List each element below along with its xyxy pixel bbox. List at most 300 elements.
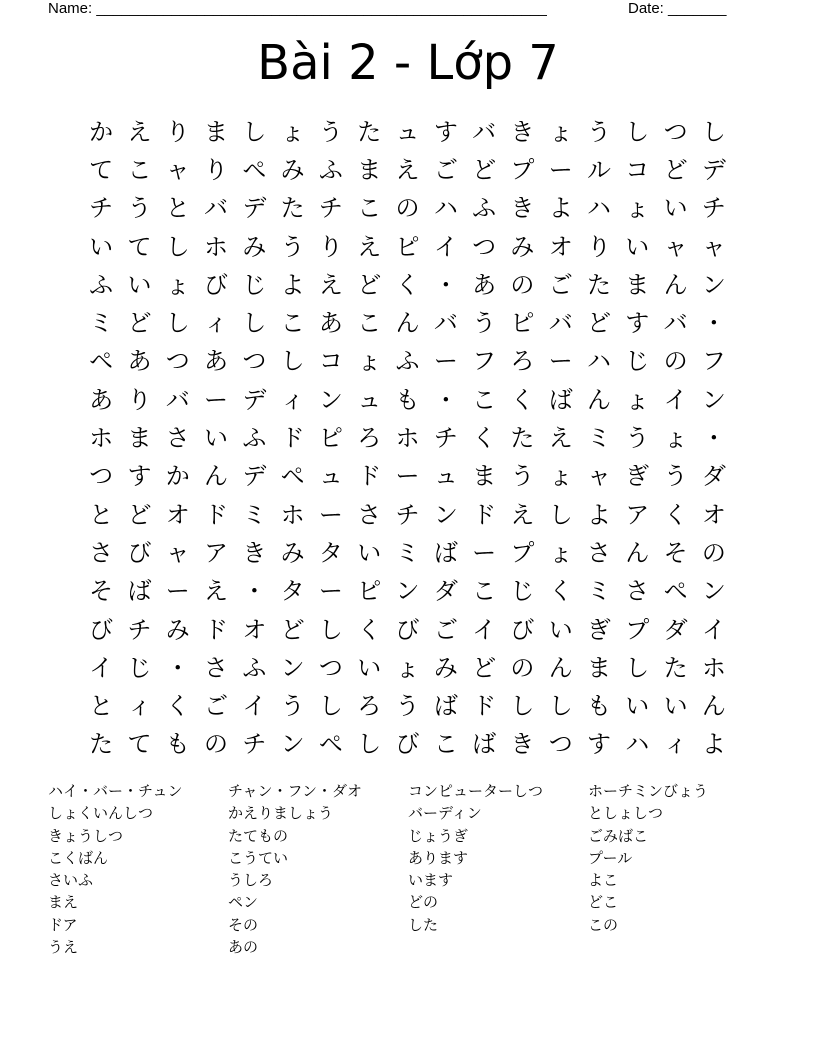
- grid-cell[interactable]: つ: [548, 730, 573, 759]
- grid-cell[interactable]: す: [433, 117, 458, 146]
- grid-cell[interactable]: ょ: [625, 385, 650, 414]
- grid-cell[interactable]: ふ: [89, 270, 114, 299]
- grid-cell[interactable]: う: [625, 424, 650, 453]
- grid-cell[interactable]: ダ: [433, 577, 458, 606]
- grid-cell[interactable]: く: [663, 500, 688, 529]
- grid-cell[interactable]: チ: [701, 194, 726, 223]
- grid-cell[interactable]: く: [395, 270, 420, 299]
- header-row: [48, 0, 748, 20]
- grid-cell[interactable]: さ: [165, 424, 190, 453]
- grid-cell[interactable]: ば: [433, 538, 458, 567]
- grid-cell[interactable]: ょ: [395, 653, 420, 682]
- grid-cell[interactable]: こ: [127, 155, 152, 184]
- grid-cell[interactable]: ど: [127, 500, 152, 529]
- grid-cell[interactable]: ご: [433, 155, 458, 184]
- grid-cell[interactable]: い: [625, 692, 650, 721]
- grid-cell[interactable]: く: [357, 615, 382, 644]
- grid-cell[interactable]: う: [280, 232, 305, 261]
- grid-cell[interactable]: う: [587, 117, 611, 146]
- grid-cell[interactable]: み: [165, 615, 190, 644]
- grid-cell[interactable]: ミ: [587, 424, 611, 453]
- grid-cell[interactable]: じ: [127, 653, 152, 682]
- grid-cell[interactable]: ょ: [280, 117, 305, 146]
- grid-cell[interactable]: イ: [701, 615, 726, 644]
- grid-cell[interactable]: ー: [318, 577, 343, 606]
- grid-cell[interactable]: ホ: [280, 500, 305, 529]
- grid-cell[interactable]: う: [472, 309, 497, 338]
- grid-cell[interactable]: ア: [625, 500, 650, 529]
- grid-cell[interactable]: ぎ: [587, 615, 611, 644]
- grid-cell[interactable]: あ: [472, 270, 497, 299]
- grid-cell[interactable]: た: [89, 730, 114, 759]
- grid-cell[interactable]: ー: [548, 347, 573, 376]
- grid-cell[interactable]: ン: [701, 577, 726, 606]
- grid-cell[interactable]: い: [89, 232, 114, 261]
- grid-cell[interactable]: ミ: [395, 538, 420, 567]
- grid-cell[interactable]: し: [510, 692, 535, 721]
- grid-cell[interactable]: ー: [318, 500, 343, 529]
- grid-cell[interactable]: ン: [433, 500, 458, 529]
- grid-cell[interactable]: う: [318, 117, 343, 146]
- grid-cell[interactable]: の: [510, 653, 535, 682]
- word-list-item: としょしつ: [588, 804, 664, 823]
- grid-cell[interactable]: し: [548, 500, 573, 529]
- grid-cell[interactable]: び: [510, 615, 535, 644]
- grid-cell[interactable]: ホ: [395, 424, 420, 453]
- grid-cell[interactable]: い: [548, 615, 573, 644]
- grid-cell[interactable]: つ: [165, 347, 190, 376]
- word-list-item: あの: [228, 938, 259, 957]
- grid-cell[interactable]: コ: [625, 155, 650, 184]
- grid-cell[interactable]: ピ: [357, 577, 382, 606]
- grid-cell[interactable]: ば: [472, 730, 497, 759]
- grid-cell[interactable]: す: [127, 462, 152, 491]
- grid-cell[interactable]: び: [89, 615, 114, 644]
- grid-cell[interactable]: あ: [204, 347, 229, 376]
- grid-cell[interactable]: ば: [127, 577, 152, 606]
- grid-cell[interactable]: チ: [89, 194, 114, 223]
- grid-cell[interactable]: え: [357, 232, 382, 261]
- grid-cell[interactable]: え: [127, 117, 152, 146]
- grid-cell[interactable]: つ: [89, 462, 114, 491]
- grid-cell[interactable]: ょ: [357, 347, 382, 376]
- grid-cell[interactable]: う: [510, 462, 535, 491]
- grid-cell[interactable]: ド: [204, 500, 229, 529]
- grid-cell[interactable]: ハ: [625, 730, 650, 759]
- grid-cell[interactable]: ン: [280, 653, 305, 682]
- grid-cell[interactable]: ろ: [510, 347, 535, 376]
- grid-cell[interactable]: り: [318, 232, 343, 261]
- grid-cell[interactable]: ン: [395, 577, 420, 606]
- grid-cell[interactable]: く: [165, 692, 190, 721]
- grid-cell[interactable]: ど: [472, 653, 497, 682]
- grid-cell[interactable]: き: [510, 117, 535, 146]
- grid-cell[interactable]: ャ: [165, 538, 190, 567]
- grid-cell[interactable]: し: [548, 692, 573, 721]
- grid-cell[interactable]: ド: [357, 462, 382, 491]
- grid-cell[interactable]: ュ: [433, 462, 458, 491]
- grid-cell[interactable]: タ: [318, 538, 343, 567]
- grid-cell[interactable]: り: [127, 385, 152, 414]
- grid-cell[interactable]: す: [587, 730, 611, 759]
- grid-cell[interactable]: こ: [280, 309, 305, 338]
- grid-cell[interactable]: イ: [242, 692, 267, 721]
- grid-cell[interactable]: ど: [472, 155, 497, 184]
- grid-cell[interactable]: ー: [433, 347, 458, 376]
- word-list-item: います: [408, 871, 454, 890]
- grid-cell[interactable]: ん: [587, 385, 611, 414]
- grid-cell[interactable]: う: [395, 692, 420, 721]
- grid-cell[interactable]: ド: [472, 692, 497, 721]
- grid-cell[interactable]: ふ: [242, 424, 267, 453]
- grid-cell[interactable]: チ: [395, 500, 420, 529]
- grid-cell[interactable]: も: [395, 385, 420, 414]
- grid-cell[interactable]: し: [701, 117, 726, 146]
- grid-cell[interactable]: き: [242, 538, 267, 567]
- grid-cell[interactable]: か: [89, 117, 114, 146]
- grid-cell[interactable]: ャ: [587, 462, 611, 491]
- grid-cell[interactable]: ー: [395, 462, 420, 491]
- grid-cell[interactable]: ミ: [587, 577, 611, 606]
- grid-cell[interactable]: ま: [587, 653, 611, 682]
- grid-cell[interactable]: の: [701, 538, 726, 567]
- grid-cell[interactable]: そ: [89, 577, 114, 606]
- grid-cell[interactable]: か: [165, 462, 190, 491]
- grid-cell[interactable]: ダ: [663, 615, 688, 644]
- grid-cell[interactable]: の: [663, 347, 688, 376]
- grid-cell[interactable]: ・: [242, 577, 267, 606]
- grid-cell[interactable]: こ: [433, 730, 458, 759]
- grid-cell[interactable]: さ: [89, 538, 114, 567]
- grid-cell[interactable]: ハ: [433, 194, 458, 223]
- word-list-item: しょくいんしつ: [48, 804, 154, 823]
- grid-cell[interactable]: ィ: [663, 730, 688, 759]
- grid-cell[interactable]: と: [165, 194, 190, 223]
- grid-cell[interactable]: イ: [472, 615, 497, 644]
- grid-cell[interactable]: す: [625, 309, 650, 338]
- grid-cell[interactable]: こ: [357, 194, 382, 223]
- grid-cell[interactable]: い: [357, 653, 382, 682]
- grid-cell[interactable]: り: [204, 155, 229, 184]
- grid-cell[interactable]: ペ: [318, 730, 343, 759]
- grid-cell[interactable]: て: [127, 730, 152, 759]
- grid-cell[interactable]: ド: [204, 615, 229, 644]
- grid-cell[interactable]: あ: [89, 385, 114, 414]
- grid-cell[interactable]: ど: [280, 615, 305, 644]
- grid-cell[interactable]: こ: [357, 309, 382, 338]
- grid-cell[interactable]: ハ: [587, 194, 611, 223]
- name-field[interactable]: Name: ______________________________________________________: [48, 0, 547, 17]
- grid-cell[interactable]: し: [165, 309, 190, 338]
- date-field[interactable]: Date: _______: [628, 0, 727, 17]
- grid-cell[interactable]: ペ: [280, 462, 305, 491]
- grid-cell[interactable]: イ: [433, 232, 458, 261]
- grid-cell[interactable]: ピ: [510, 309, 535, 338]
- grid-cell[interactable]: ・: [433, 270, 458, 299]
- grid-cell[interactable]: ハ: [587, 347, 611, 376]
- grid-cell[interactable]: さ: [587, 538, 611, 567]
- grid-cell[interactable]: オ: [701, 500, 726, 529]
- grid-cell[interactable]: あ: [127, 347, 152, 376]
- grid-cell[interactable]: デ: [242, 194, 267, 223]
- grid-cell[interactable]: バ: [663, 309, 688, 338]
- grid-cell[interactable]: ご: [433, 615, 458, 644]
- grid-cell[interactable]: ろ: [357, 424, 382, 453]
- grid-cell[interactable]: ペ: [663, 577, 688, 606]
- grid-cell[interactable]: こ: [472, 577, 497, 606]
- grid-cell[interactable]: え: [204, 577, 229, 606]
- grid-cell[interactable]: た: [587, 270, 611, 299]
- grid-cell[interactable]: き: [510, 730, 535, 759]
- grid-cell[interactable]: ホ: [204, 232, 229, 261]
- grid-cell[interactable]: ピ: [318, 424, 343, 453]
- grid-cell[interactable]: バ: [433, 309, 458, 338]
- word-list-item: バーディン: [408, 804, 482, 823]
- grid-cell[interactable]: り: [165, 117, 190, 146]
- grid-cell[interactable]: う: [280, 692, 305, 721]
- grid-cell[interactable]: ホ: [89, 424, 114, 453]
- grid-cell[interactable]: フ: [701, 347, 726, 376]
- grid-cell[interactable]: あ: [318, 309, 343, 338]
- grid-cell[interactable]: し: [318, 692, 343, 721]
- grid-cell[interactable]: ィ: [204, 309, 229, 338]
- grid-cell[interactable]: く: [472, 424, 497, 453]
- grid-cell[interactable]: う: [127, 194, 152, 223]
- grid-cell[interactable]: チ: [127, 615, 152, 644]
- grid-cell[interactable]: ふ: [472, 194, 497, 223]
- grid-cell[interactable]: の: [204, 730, 229, 759]
- grid-cell[interactable]: チ: [433, 424, 458, 453]
- grid-cell[interactable]: び: [204, 270, 229, 299]
- grid-cell[interactable]: ふ: [242, 653, 267, 682]
- grid-cell[interactable]: じ: [510, 577, 535, 606]
- grid-cell[interactable]: ュ: [318, 462, 343, 491]
- grid-cell[interactable]: ん: [395, 309, 420, 338]
- grid-cell[interactable]: も: [587, 692, 611, 721]
- grid-cell[interactable]: た: [510, 424, 535, 453]
- grid-cell[interactable]: ャ: [663, 232, 688, 261]
- grid-cell[interactable]: ー: [472, 538, 497, 567]
- grid-cell[interactable]: バ: [204, 194, 229, 223]
- grid-cell[interactable]: デ: [242, 462, 267, 491]
- grid-cell[interactable]: し: [242, 309, 267, 338]
- grid-cell[interactable]: た: [280, 194, 305, 223]
- grid-cell[interactable]: し: [625, 117, 650, 146]
- grid-cell[interactable]: み: [433, 653, 458, 682]
- grid-cell[interactable]: り: [587, 232, 611, 261]
- grid-cell[interactable]: オ: [548, 232, 573, 261]
- grid-cell[interactable]: ど: [357, 270, 382, 299]
- grid-cell[interactable]: こ: [472, 385, 497, 414]
- grid-cell[interactable]: ぎ: [625, 462, 650, 491]
- grid-cell[interactable]: つ: [242, 347, 267, 376]
- grid-cell[interactable]: デ: [701, 155, 726, 184]
- grid-cell[interactable]: み: [242, 232, 267, 261]
- grid-cell[interactable]: ペ: [89, 347, 114, 376]
- grid-cell[interactable]: え: [510, 500, 535, 529]
- grid-cell[interactable]: ホ: [701, 653, 726, 682]
- grid-cell[interactable]: ど: [663, 155, 688, 184]
- grid-cell[interactable]: デ: [242, 385, 267, 414]
- grid-cell[interactable]: ま: [204, 117, 229, 146]
- grid-cell[interactable]: そ: [663, 538, 688, 567]
- grid-cell[interactable]: ょ: [625, 194, 650, 223]
- grid-cell[interactable]: つ: [472, 232, 497, 261]
- grid-cell[interactable]: ャ: [165, 155, 190, 184]
- grid-cell[interactable]: し: [165, 232, 190, 261]
- grid-cell[interactable]: ド: [280, 424, 305, 453]
- grid-cell[interactable]: ・: [701, 309, 726, 338]
- grid-cell[interactable]: プ: [625, 615, 650, 644]
- grid-cell[interactable]: ン: [318, 385, 343, 414]
- grid-cell[interactable]: い: [663, 692, 688, 721]
- grid-cell[interactable]: プ: [510, 155, 535, 184]
- grid-cell[interactable]: ペ: [242, 155, 267, 184]
- grid-cell[interactable]: ャ: [701, 232, 726, 261]
- grid-cell[interactable]: イ: [663, 385, 688, 414]
- grid-cell[interactable]: よ: [280, 270, 305, 299]
- grid-cell[interactable]: ん: [625, 538, 650, 567]
- word-list-item: まえ: [48, 893, 79, 912]
- grid-cell[interactable]: ば: [433, 692, 458, 721]
- grid-cell[interactable]: チ: [318, 194, 343, 223]
- grid-cell[interactable]: ン: [701, 385, 726, 414]
- grid-cell[interactable]: よ: [548, 194, 573, 223]
- grid-cell[interactable]: ・: [433, 385, 458, 414]
- grid-cell[interactable]: た: [357, 117, 382, 146]
- grid-cell[interactable]: い: [127, 270, 152, 299]
- grid-cell[interactable]: さ: [357, 500, 382, 529]
- grid-cell[interactable]: の: [510, 270, 535, 299]
- grid-cell[interactable]: ン: [280, 730, 305, 759]
- grid-cell[interactable]: い: [663, 194, 688, 223]
- grid-cell[interactable]: ュ: [395, 117, 420, 146]
- grid-cell[interactable]: ふ: [318, 155, 343, 184]
- grid-cell[interactable]: ま: [625, 270, 650, 299]
- grid-cell[interactable]: ・: [701, 424, 726, 453]
- grid-cell[interactable]: ー: [204, 385, 229, 414]
- grid-cell[interactable]: し: [625, 653, 650, 682]
- grid-cell[interactable]: ・: [165, 653, 190, 682]
- grid-cell[interactable]: ま: [357, 155, 382, 184]
- grid-cell[interactable]: も: [165, 730, 190, 759]
- grid-cell[interactable]: ょ: [548, 462, 573, 491]
- grid-cell[interactable]: さ: [204, 653, 229, 682]
- grid-cell[interactable]: フ: [472, 347, 497, 376]
- grid-cell[interactable]: よ: [701, 730, 726, 759]
- grid-cell[interactable]: み: [280, 155, 305, 184]
- grid-cell[interactable]: バ: [165, 385, 190, 414]
- grid-cell[interactable]: ィ: [127, 692, 152, 721]
- grid-cell[interactable]: ょ: [548, 117, 573, 146]
- grid-cell[interactable]: た: [663, 653, 688, 682]
- grid-cell[interactable]: ア: [204, 538, 229, 567]
- grid-cell[interactable]: コ: [318, 347, 343, 376]
- grid-cell[interactable]: て: [89, 155, 114, 184]
- grid-cell[interactable]: ィ: [280, 385, 305, 414]
- grid-cell[interactable]: え: [548, 424, 573, 453]
- grid-cell[interactable]: つ: [318, 653, 343, 682]
- grid-cell[interactable]: み: [510, 232, 535, 261]
- grid-cell[interactable]: じ: [625, 347, 650, 376]
- grid-cell[interactable]: し: [318, 615, 343, 644]
- word-list-item: たてもの: [228, 826, 289, 845]
- grid-cell[interactable]: と: [89, 500, 114, 529]
- grid-cell[interactable]: ど: [587, 309, 611, 338]
- grid-cell[interactable]: み: [280, 538, 305, 567]
- grid-cell[interactable]: い: [204, 424, 229, 453]
- grid-cell[interactable]: し: [357, 730, 382, 759]
- grid-cell[interactable]: ん: [204, 462, 229, 491]
- grid-cell[interactable]: え: [318, 270, 343, 299]
- grid-cell[interactable]: ん: [548, 653, 573, 682]
- grid-cell[interactable]: ば: [548, 385, 573, 414]
- grid-cell[interactable]: さ: [625, 577, 650, 606]
- grid-cell[interactable]: び: [395, 730, 420, 759]
- grid-cell[interactable]: ん: [663, 270, 688, 299]
- grid-cell[interactable]: し: [242, 117, 267, 146]
- grid-cell[interactable]: し: [280, 347, 305, 376]
- grid-cell[interactable]: ょ: [663, 424, 688, 453]
- grid-cell[interactable]: ふ: [395, 347, 420, 376]
- grid-cell[interactable]: ど: [127, 309, 152, 338]
- grid-cell[interactable]: ュ: [357, 385, 382, 414]
- grid-cell[interactable]: じ: [242, 270, 267, 299]
- grid-cell[interactable]: ご: [548, 270, 573, 299]
- grid-cell[interactable]: ダ: [701, 462, 726, 491]
- grid-cell[interactable]: バ: [472, 117, 497, 146]
- grid-cell[interactable]: と: [89, 692, 114, 721]
- grid-cell[interactable]: く: [510, 385, 535, 414]
- grid-cell[interactable]: オ: [165, 500, 190, 529]
- grid-cell[interactable]: び: [395, 615, 420, 644]
- grid-cell[interactable]: い: [357, 538, 382, 567]
- grid-cell[interactable]: ド: [472, 500, 497, 529]
- grid-cell[interactable]: ー: [165, 577, 190, 606]
- grid-cell[interactable]: ミ: [242, 500, 267, 529]
- grid-cell[interactable]: び: [127, 538, 152, 567]
- grid-cell[interactable]: ミ: [89, 309, 114, 338]
- grid-cell[interactable]: く: [548, 577, 573, 606]
- grid-cell[interactable]: プ: [510, 538, 535, 567]
- grid-cell[interactable]: う: [663, 462, 688, 491]
- grid-cell[interactable]: チ: [242, 730, 267, 759]
- grid-cell[interactable]: ピ: [395, 232, 420, 261]
- grid-cell[interactable]: て: [127, 232, 152, 261]
- grid-cell[interactable]: ょ: [548, 538, 573, 567]
- grid-cell[interactable]: の: [395, 194, 420, 223]
- grid-cell[interactable]: つ: [663, 117, 688, 146]
- grid-cell[interactable]: い: [625, 232, 650, 261]
- grid-cell[interactable]: え: [395, 155, 420, 184]
- grid-cell[interactable]: タ: [280, 577, 305, 606]
- grid-cell[interactable]: ま: [127, 424, 152, 453]
- grid-cell[interactable]: イ: [89, 653, 114, 682]
- grid-cell[interactable]: オ: [242, 615, 267, 644]
- grid-cell[interactable]: き: [510, 194, 535, 223]
- grid-cell[interactable]: ょ: [165, 270, 190, 299]
- grid-cell[interactable]: ん: [701, 692, 726, 721]
- word-list-empty: [588, 936, 768, 958]
- grid-cell[interactable]: バ: [548, 309, 573, 338]
- grid-cell[interactable]: ま: [472, 462, 497, 491]
- grid-cell[interactable]: ル: [587, 155, 611, 184]
- grid-cell[interactable]: ろ: [357, 692, 382, 721]
- grid-cell[interactable]: ー: [548, 155, 573, 184]
- grid-cell[interactable]: ご: [204, 692, 229, 721]
- grid-cell[interactable]: よ: [587, 500, 611, 529]
- grid-cell[interactable]: ン: [701, 270, 726, 299]
